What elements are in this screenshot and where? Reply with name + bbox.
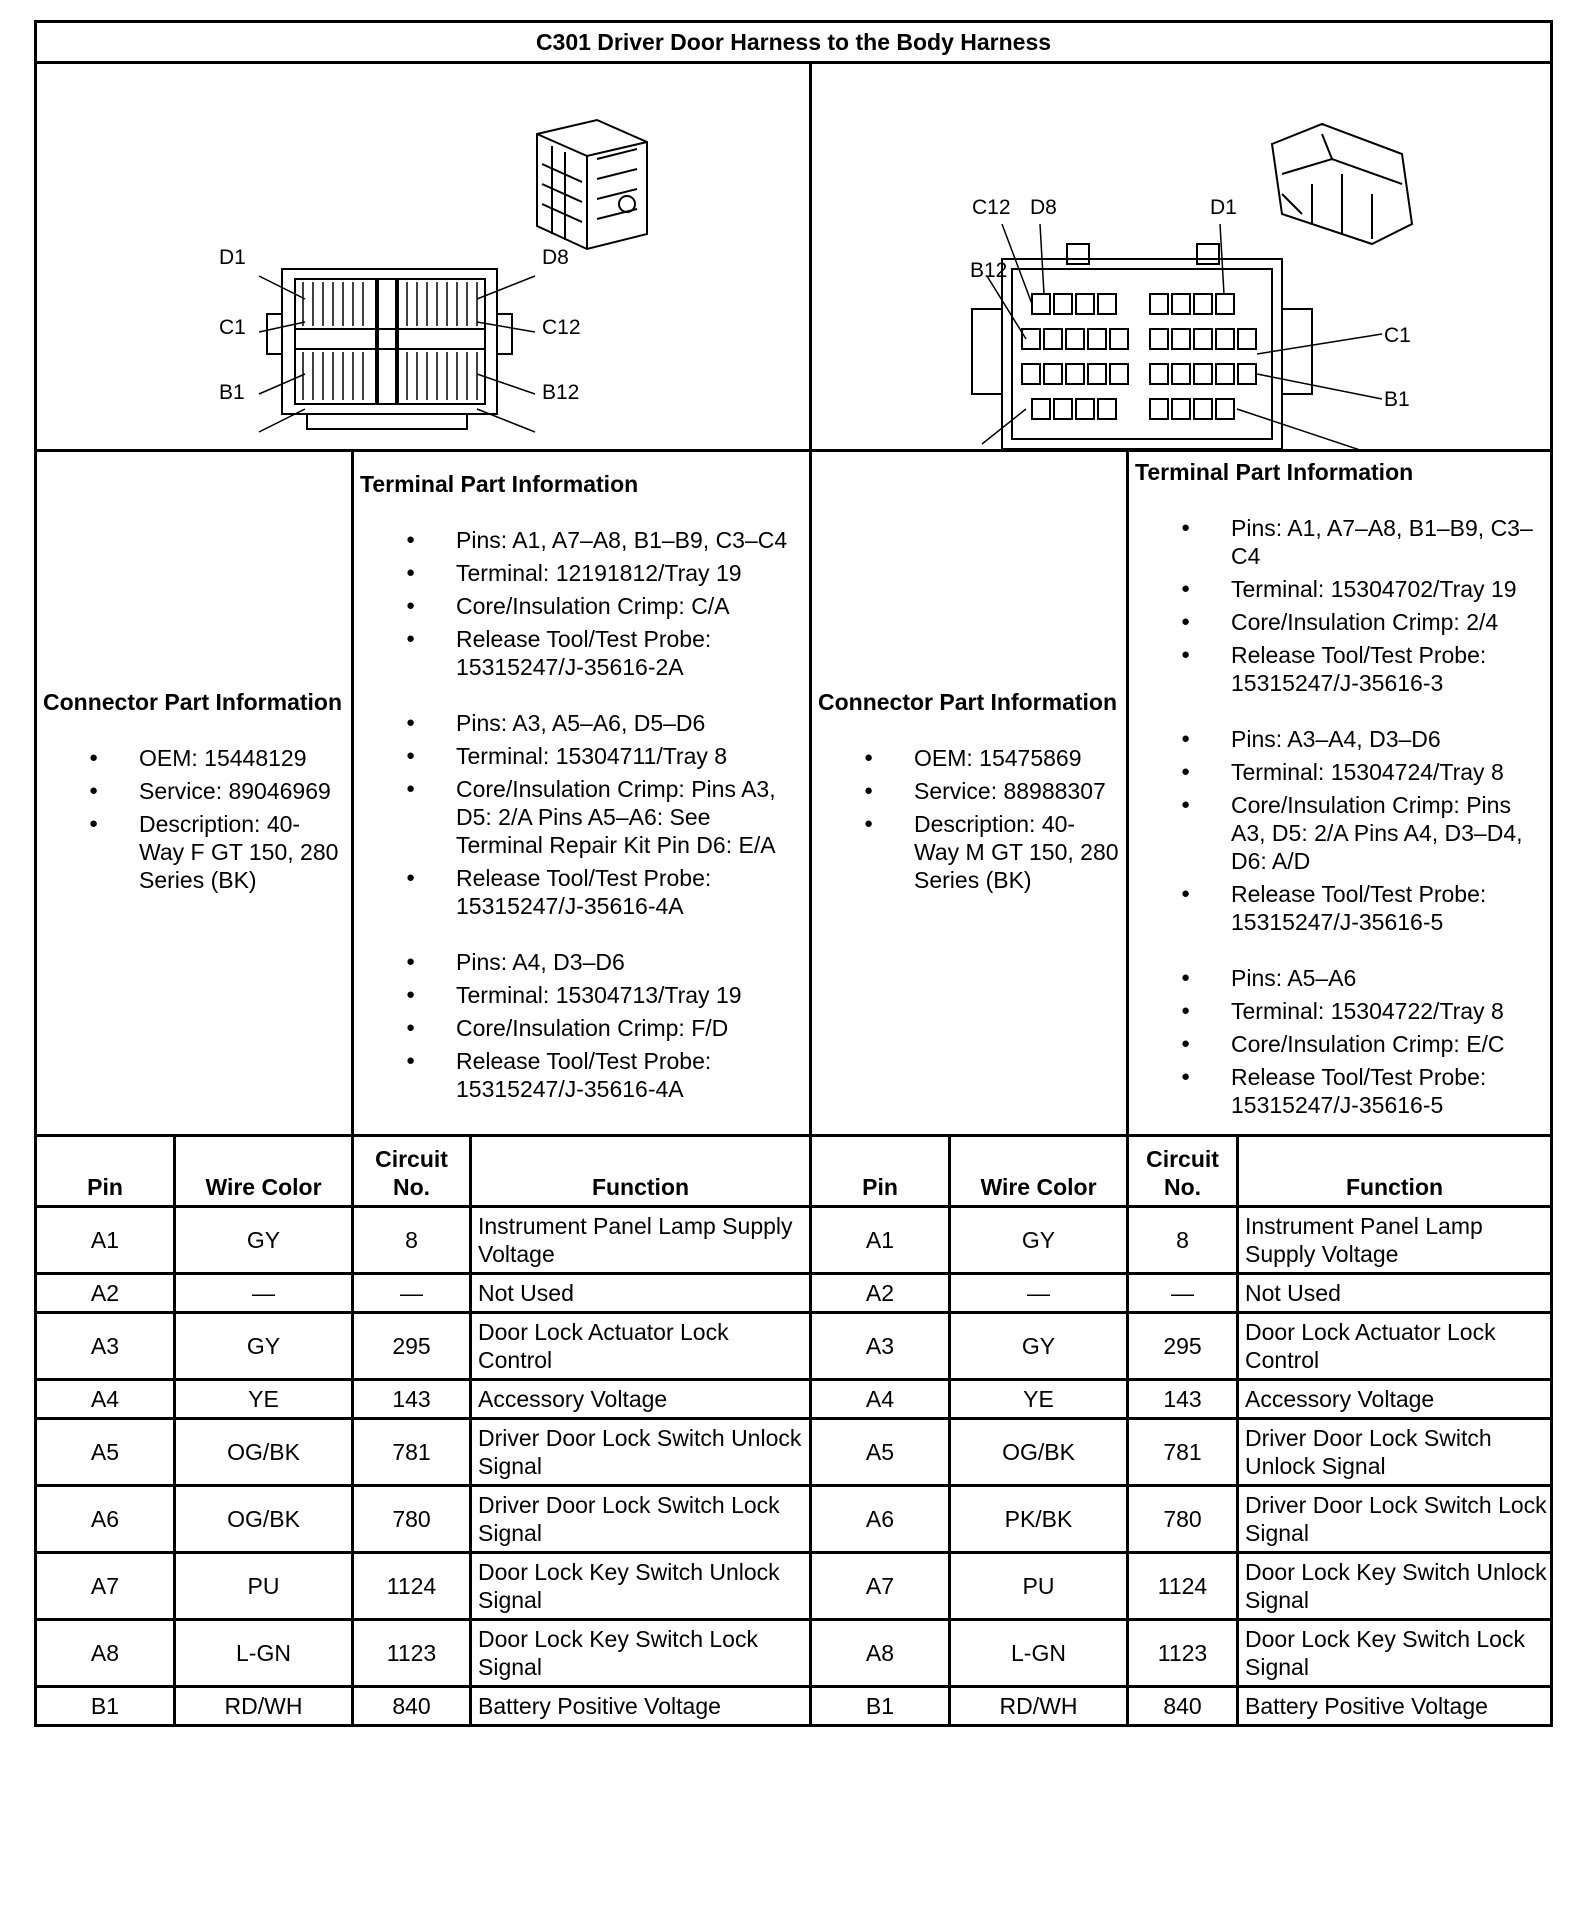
circuit-cell: 295 — [353, 1313, 471, 1380]
circuit-cell: 1123 — [353, 1620, 471, 1687]
connector-info-list — [818, 744, 1120, 894]
table-row — [36, 1274, 1552, 1313]
terminal-number: ● Terminal: 15304722/Tray 8 — [1135, 997, 1544, 1025]
pin-cell: A2 — [811, 1274, 950, 1313]
left-terminal-info — [353, 451, 811, 1136]
pin-cell: A3 — [811, 1313, 950, 1380]
terminal-info-heading: Terminal Part Information — [360, 471, 639, 497]
function-cell: Not Used — [471, 1274, 811, 1313]
table-row — [36, 1486, 1552, 1553]
circuit-cell: 295 — [1128, 1313, 1238, 1380]
wire-color-cell: GY — [175, 1313, 353, 1380]
terminal-release-tool: ● Release Tool/Test Probe: 15315247/J-35616-4A — [360, 864, 803, 920]
service-number: ● Service: 89046969 — [43, 777, 345, 805]
pin-cell: B1 — [811, 1687, 950, 1726]
terminal-pins: ● Pins: A4, D3–D6 — [360, 948, 803, 976]
terminal-pins: ● Pins: A1, A7–A8, B1–B9, C3–C4 — [360, 526, 803, 554]
table-row — [36, 1553, 1552, 1620]
connector-sheet — [34, 20, 1550, 1727]
circuit-cell: 781 — [353, 1419, 471, 1486]
connector-cavities — [1022, 294, 1256, 419]
function-cell: Driver Door Lock Switch Lock Signal — [471, 1486, 811, 1553]
function-cell: Accessory Voltage — [471, 1380, 811, 1419]
circuit-cell: 1124 — [1128, 1553, 1238, 1620]
connector-description: ● Description: 40-Way M GT 150, 280 Series (BK) — [818, 810, 1120, 894]
terminal-pins: ● Pins: A1, A7–A8, B1–B9, C3–C4 — [1135, 514, 1544, 570]
pin-cell: B1 — [36, 1687, 175, 1726]
circuit-cell: 8 — [353, 1207, 471, 1274]
function-cell: Battery Positive Voltage — [1238, 1687, 1552, 1726]
table-row — [36, 1620, 1552, 1687]
pin-label-b12: B12 — [542, 381, 580, 404]
wire-color-cell: OG/BK — [175, 1486, 353, 1553]
page-title: C301 Driver Door Harness to the Body Harness — [36, 22, 1552, 63]
terminal-group-1 — [360, 526, 803, 681]
pin-label-d1: D1 — [219, 246, 246, 269]
pin-cell: A7 — [811, 1553, 950, 1620]
pin-cell: A7 — [36, 1553, 175, 1620]
header-function: Function — [1238, 1136, 1552, 1207]
function-cell: Instrument Panel Lamp Supply Voltage — [471, 1207, 811, 1274]
wire-color-cell: L-GN — [950, 1620, 1128, 1687]
pin-cell: A8 — [36, 1620, 175, 1687]
terminal-group-3 — [360, 948, 803, 1103]
circuit-cell: 1123 — [1128, 1620, 1238, 1687]
pin-label-b12: B12 — [970, 259, 1008, 282]
connector-info-list — [43, 744, 345, 894]
terminal-group-2 — [1135, 725, 1544, 936]
pin-label-d1: D1 — [1210, 196, 1237, 219]
circuit-cell: 780 — [1128, 1486, 1238, 1553]
pin-cell: A8 — [811, 1620, 950, 1687]
header-pin: Pin — [811, 1136, 950, 1207]
pin-cell: A5 — [811, 1419, 950, 1486]
pin-label-b1: B1 — [1384, 388, 1410, 411]
header-wire-color: Wire Color — [950, 1136, 1128, 1207]
function-cell: Driver Door Lock Switch Lock Signal — [1238, 1486, 1552, 1553]
wire-color-cell: YE — [175, 1380, 353, 1419]
female-connector-drawing — [37, 64, 812, 449]
wire-color-cell: L-GN — [175, 1620, 353, 1687]
right-connector-diagram — [811, 63, 1552, 451]
terminal-number: ● Terminal: 15304724/Tray 8 — [1135, 758, 1544, 786]
circuit-cell: 143 — [1128, 1380, 1238, 1419]
table-header-row — [36, 1136, 1552, 1207]
terminal-group-2 — [360, 709, 803, 920]
function-cell: Battery Positive Voltage — [471, 1687, 811, 1726]
male-connector-drawing — [812, 64, 1553, 449]
function-cell: Door Lock Actuator Lock Control — [471, 1313, 811, 1380]
circuit-cell: — — [353, 1274, 471, 1313]
terminal-group-1 — [1135, 514, 1544, 697]
terminal-crimp: ● Core/Insulation Crimp: 2/4 — [1135, 608, 1544, 636]
pin-table-body — [36, 1207, 1552, 1726]
terminal-info-heading: Terminal Part Information — [1135, 459, 1414, 485]
terminal-crimp: ● Core/Insulation Crimp: F/D — [360, 1014, 803, 1042]
terminal-crimp: ● Core/Insulation Crimp: C/A — [360, 592, 803, 620]
function-cell: Door Lock Key Switch Lock Signal — [471, 1620, 811, 1687]
header-function: Function — [471, 1136, 811, 1207]
pin-cell: A5 — [36, 1419, 175, 1486]
terminal-crimp: ● Core/Insulation Crimp: E/C — [1135, 1030, 1544, 1058]
wire-color-cell: PU — [175, 1553, 353, 1620]
circuit-cell: 143 — [353, 1380, 471, 1419]
pin-leader-lines — [982, 224, 1382, 449]
wire-color-cell: GY — [950, 1207, 1128, 1274]
terminal-release-tool: ● Release Tool/Test Probe: 15315247/J-35616-5 — [1135, 1063, 1544, 1119]
function-cell: Driver Door Lock Switch Unlock Signal — [471, 1419, 811, 1486]
wire-color-cell: — — [175, 1274, 353, 1313]
pin-label-c12: C12 — [542, 316, 581, 339]
circuit-cell: 1124 — [353, 1553, 471, 1620]
terminal-number: ● Terminal: 12191812/Tray 19 — [360, 559, 803, 587]
function-cell: Door Lock Key Switch Unlock Signal — [1238, 1553, 1552, 1620]
connector-info-heading: Connector Part Information — [818, 688, 1118, 715]
pin-cell: A1 — [811, 1207, 950, 1274]
pin-cell: A1 — [36, 1207, 175, 1274]
terminal-number: ● Terminal: 15304713/Tray 19 — [360, 981, 803, 1009]
wire-color-cell: OG/BK — [950, 1419, 1128, 1486]
pin-label-d8: D8 — [1030, 196, 1057, 219]
terminal-pins: ● Pins: A5–A6 — [1135, 964, 1544, 992]
pin-cell: A3 — [36, 1313, 175, 1380]
left-connector-info — [36, 451, 353, 1136]
oem-number: ● OEM: 15475869 — [818, 744, 1120, 772]
wire-color-cell: OG/BK — [175, 1419, 353, 1486]
connector-cavities — [303, 282, 477, 400]
header-circuit: Circuit No. — [353, 1136, 471, 1207]
terminal-release-tool: ● Release Tool/Test Probe: 15315247/J-35616-2A — [360, 625, 803, 681]
connector-table — [34, 20, 1553, 1727]
pin-cell: A6 — [811, 1486, 950, 1553]
wire-color-cell: PU — [950, 1553, 1128, 1620]
terminal-pins: ● Pins: A3–A4, D3–D6 — [1135, 725, 1544, 753]
connector-description: ● Description: 40-Way F GT 150, 280 Series (BK) — [43, 810, 345, 894]
wire-color-cell: RD/WH — [175, 1687, 353, 1726]
function-cell: Not Used — [1238, 1274, 1552, 1313]
wire-color-cell: PK/BK — [950, 1486, 1128, 1553]
connector-3d-icon — [1272, 124, 1412, 244]
table-row — [36, 1380, 1552, 1419]
terminal-release-tool: ● Release Tool/Test Probe: 15315247/J-35616-3 — [1135, 641, 1544, 697]
pin-cell: A4 — [811, 1380, 950, 1419]
function-cell: Door Lock Key Switch Unlock Signal — [471, 1553, 811, 1620]
pin-cell: A2 — [36, 1274, 175, 1313]
table-row — [36, 1419, 1552, 1486]
pin-label-c1: C1 — [219, 316, 246, 339]
pin-label-c12: C12 — [972, 196, 1011, 219]
right-terminal-info — [1128, 451, 1552, 1136]
pin-label-b1: B1 — [219, 381, 245, 404]
function-cell: Accessory Voltage — [1238, 1380, 1552, 1419]
pin-label-c1: C1 — [1384, 324, 1411, 347]
pin-label-d8: D8 — [542, 246, 569, 269]
oem-number: ● OEM: 15448129 — [43, 744, 345, 772]
circuit-cell: 8 — [1128, 1207, 1238, 1274]
terminal-pins: ● Pins: A3, A5–A6, D5–D6 — [360, 709, 803, 737]
pin-cell: A6 — [36, 1486, 175, 1553]
function-cell: Instrument Panel Lamp Supply Voltage — [1238, 1207, 1552, 1274]
header-circuit: Circuit No. — [1128, 1136, 1238, 1207]
left-connector-diagram — [36, 63, 811, 451]
connector-info-heading: Connector Part Information — [43, 688, 343, 715]
terminal-release-tool: ● Release Tool/Test Probe: 15315247/J-35616-4A — [360, 1047, 803, 1103]
wire-color-cell: YE — [950, 1380, 1128, 1419]
right-connector-info — [811, 451, 1128, 1136]
circuit-cell: — — [1128, 1274, 1238, 1313]
connector-3d-icon — [537, 120, 647, 249]
header-wire-color: Wire Color — [175, 1136, 353, 1207]
table-row — [36, 1313, 1552, 1380]
wire-color-cell: RD/WH — [950, 1687, 1128, 1726]
circuit-cell: 840 — [1128, 1687, 1238, 1726]
table-row — [36, 1207, 1552, 1274]
service-number: ● Service: 88988307 — [818, 777, 1120, 805]
circuit-cell: 781 — [1128, 1419, 1238, 1486]
wire-color-cell: GY — [950, 1313, 1128, 1380]
pin-cell: A4 — [36, 1380, 175, 1419]
circuit-cell: 840 — [353, 1687, 471, 1726]
function-cell: Driver Door Lock Switch Unlock Signal — [1238, 1419, 1552, 1486]
wire-color-cell: — — [950, 1274, 1128, 1313]
header-pin: Pin — [36, 1136, 175, 1207]
terminal-number: ● Terminal: 15304702/Tray 19 — [1135, 575, 1544, 603]
function-cell: Door Lock Actuator Lock Control — [1238, 1313, 1552, 1380]
wire-color-cell: GY — [175, 1207, 353, 1274]
terminal-crimp: ● Core/Insulation Crimp: Pins A3, D5: 2/A Pins A5–A6: See Terminal Repair Kit Pin D6: E/A — [360, 775, 803, 859]
circuit-cell: 780 — [353, 1486, 471, 1553]
terminal-crimp: ● Core/Insulation Crimp: Pins A3, D5: 2/A Pins A4, D3–D4, D6: A/D — [1135, 791, 1544, 875]
terminal-release-tool: ● Release Tool/Test Probe: 15315247/J-35616-5 — [1135, 880, 1544, 936]
table-row — [36, 1687, 1552, 1726]
function-cell: Door Lock Key Switch Lock Signal — [1238, 1620, 1552, 1687]
terminal-number: ● Terminal: 15304711/Tray 8 — [360, 742, 803, 770]
terminal-group-3 — [1135, 964, 1544, 1119]
